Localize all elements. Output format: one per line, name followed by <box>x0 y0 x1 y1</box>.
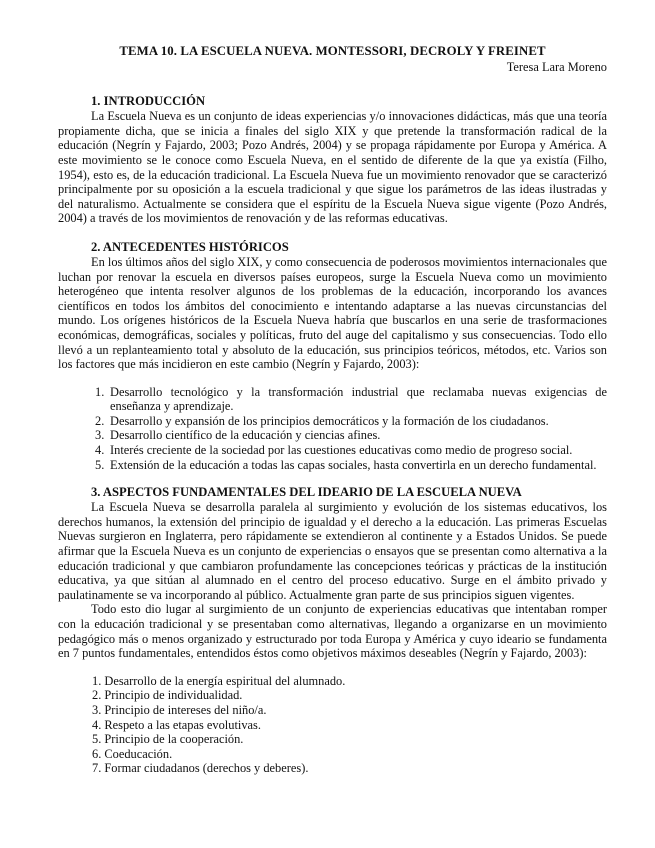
paragraph: La Escuela Nueva se desarrolla paralela al surgimiento y evolución de los sistemas educativos, los derechos humanos, la extensión del principio de igualdad y el derecho a la educación. Las primeras Escuelas Nuevas surgieron en Inglaterra, pero rápidamente se extendieron al continente y a Estados Unidos. Se puede afirmar que la Escuela Nueva es un conjunto de experiencias o ensayos que se presentan como alternativa a la educación tradicional y que cambiaron profundamente las concepciones teóricas y prácticas de la institución educativa, ya que sitúan al alumnado en el centro del proceso educativo. Surge en el ámbito privado y paulatinamente se va incorporando al público. Actualmente gran parte de sus principios siguen vigentes. <box>58 500 607 602</box>
list-item: 1. Desarrollo de la energía espiritual del alumnado. <box>92 673 346 688</box>
document-author: Teresa Lara Moreno <box>506 59 607 74</box>
list-item: 3. Principio de intereses del niño/a. <box>92 702 267 717</box>
list-item: 4. Respeto a las etapas evolutivas. <box>92 717 261 732</box>
ideario-list <box>58 674 607 776</box>
list-item-text: Interés creciente de la sociedad por las cuestiones educativas como medio de progreso social. <box>110 443 573 458</box>
list-item-text: Extensión de la educación a todas las capas sociales, hasta convertirla en un derecho fundamental. <box>110 457 597 472</box>
list-item-number: 4. <box>95 443 105 458</box>
list-item: 7. Formar ciudadanos (derechos y deberes). <box>92 761 309 776</box>
section-heading-introduccion: 1. INTRODUCCIÓN <box>91 94 206 109</box>
list-item: 5. Principio de la cooperación. <box>92 732 244 747</box>
list-item-text: Desarrollo y expansión de los principios democráticos y la formación de los ciudadanos. <box>110 413 549 428</box>
list-item: 2. Principio de individualidad. <box>92 688 243 703</box>
document-title: TEMA 10. LA ESCUELA NUEVA. MONTESSORI, DECROLY Y FREINET <box>119 44 546 58</box>
list-item-number: 5. <box>95 457 105 472</box>
list-item <box>58 443 607 458</box>
list-item <box>58 414 607 429</box>
list-item-text: Desarrollo tecnológico y la transformación industrial que reclamaba nuevas exigencias de enseñanza y aprendizaje. <box>110 384 607 414</box>
list-item-text: Desarrollo científico de la educación y ciencias afines. <box>110 428 381 443</box>
section-heading-aspectos: 3. ASPECTOS FUNDAMENTALES DEL IDEARIO DE LA ESCUELA NUEVA <box>91 485 522 500</box>
factors-list <box>58 385 607 473</box>
list-item-number: 2. <box>95 413 105 428</box>
paragraph: Todo esto dio lugar al surgimiento de un conjunto de experiencias educativas que intentaban romper con la educación tradicional y se presentaban como alternativas, llegando a organizarse en un movimiento pedagógico más o menos organizado y estructurado por toda Europa y América y cuyo ideario se fundamenta en 7 puntos fundamentales, entendidos éstos como objetivos máximos deseables (Negrín y Fajardo, 2003): <box>58 602 607 661</box>
section-heading-antecedentes: 2. ANTECEDENTES HISTÓRICOS <box>91 239 289 254</box>
list-item-number: 1. <box>95 384 105 399</box>
list-item <box>58 385 607 414</box>
document-page <box>58 44 607 776</box>
paragraph: En los últimos años del siglo XIX, y como consecuencia de poderosos movimientos internacionales que luchan por renovar la escuela en diversos países europeos, surge la Escuela Nueva como un movimiento heterogéneo que intenta resolver algunos de los problemas de la educación, incorporando los avances científicos en todos los ámbitos del conocimiento e intentando adaptarse a las nuevas circunstancias del mundo. Los orígenes históricos de la Escuela Nueva habría que buscarlos en una serie de trasformaciones económicas, demográficas, sociales y políticas, fruto del auge del capitalismo y sus consecuencias. Todo ello llevó a un replanteamiento total y absoluto de la educación, sus principios teóricos, métodos, etc. Varios son los factores que más incidieron en este cambio (Negrín y Fajardo, 2003): <box>58 254 607 372</box>
list-item-number: 3. <box>95 428 105 443</box>
list-item: 6. Coeducación. <box>92 746 173 761</box>
paragraph: La Escuela Nueva es un conjunto de ideas experiencias y/o innovaciones didácticas, más que una teoría propiamente dicha, que se inicia a finales del siglo XIX y que pretende la transformación radical de la educación (Negrín y Fajardo, 2003; Pozo Andrés, 2004) y se propaga rápidamente por Europa y América. A este movimiento se le conoce como Escuela Nueva, en el sentido de diferente de la que ya existía (Filho, 1954), esto es, de la educación tradicional. La Escuela Nueva fue un movimiento renovador que se caracterizó principalmente por su oposición a la escuela tradicional y que sigue los parámetros de las ideas ilustradas y del naturalismo. Actualmente se considera que el espíritu de la Escuela Nueva sigue vigente (Pozo Andrés, 2004) a través de los movimientos de renovación y de las reformas educativas. <box>58 109 607 226</box>
list-item <box>58 428 607 443</box>
list-item <box>58 458 607 473</box>
